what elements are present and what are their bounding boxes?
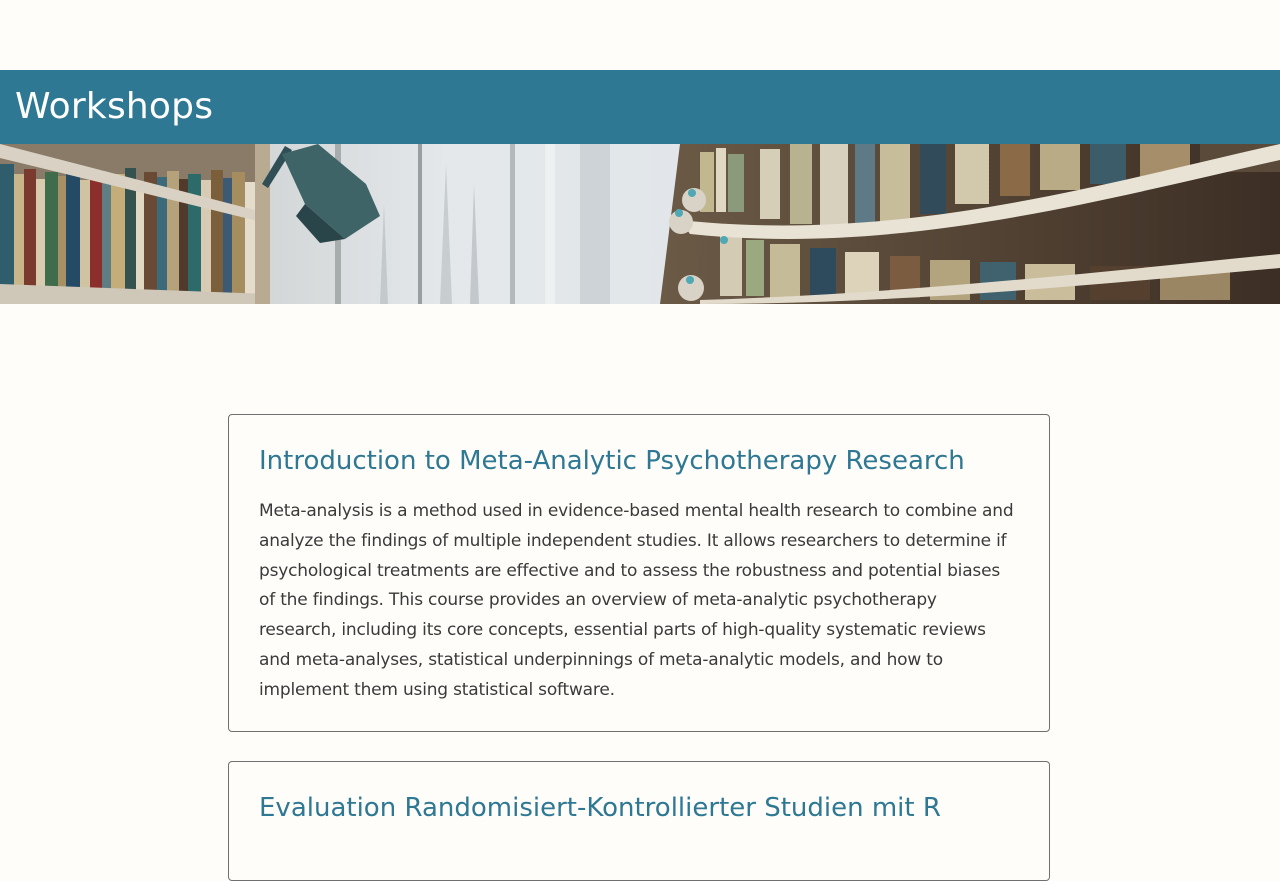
workshop-title[interactable]: Evaluation Randomisiert-Kontrollierter Studien mit R: [259, 793, 941, 823]
library-banner-image: [0, 144, 1280, 304]
workshop-title[interactable]: Introduction to Meta-Analytic Psychotherapy Research: [259, 446, 965, 476]
workshop-description: Meta-analysis is a method used in evidence-based mental health research to combine and analyze the findings of multiple independent studies. It allows researchers to determine if psychological treatments are effective and to assess the robustness and potential biases of the findings. This course provides an overview of meta-analytic psychotherapy research, including its core concepts, essential parts of high-quality systematic reviews and meta-analyses, statistical underpinnings of meta-analytic models, and how to implement them using statistical software.: [259, 501, 1014, 700]
workshop-card: [228, 761, 1050, 881]
top-navigation-bar: [0, 0, 1280, 70]
page-title-band: [0, 70, 1280, 144]
workshop-card: [228, 414, 1050, 732]
page-title: Workshops: [15, 86, 214, 127]
